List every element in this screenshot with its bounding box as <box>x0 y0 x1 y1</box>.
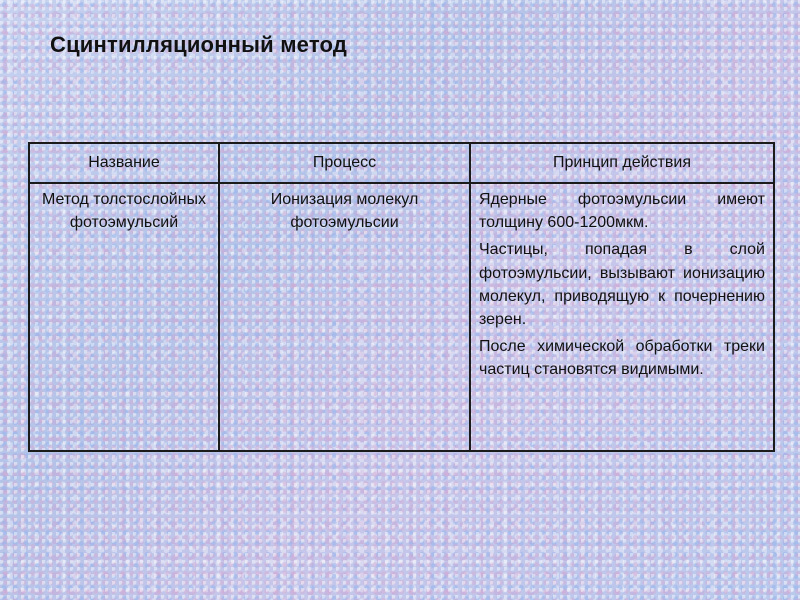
table-row <box>29 183 774 451</box>
cell-method-name: Метод толстослойных фотоэмульсий <box>29 183 219 451</box>
principle-paragraph-3: После химической обработки треки частиц становятся видимыми. <box>479 338 765 379</box>
methods-table <box>28 142 775 452</box>
slide-title: Сцинтилляционный метод <box>50 32 348 57</box>
principle-paragraph-2: Частицы, попадая в слой фотоэмульсии, вызывают ионизацию молекул, приводящую к почернению зерен. <box>479 241 765 328</box>
principle-paragraph-1: Ядерные фотоэмульсии имеют толщину 600-1200мкм. <box>479 191 765 232</box>
header-name: Название <box>29 143 219 183</box>
cell-process: Ионизация молекул фотоэмульсии <box>219 183 470 451</box>
header-principle: Принцип действия <box>470 143 774 183</box>
cell-principle <box>470 183 774 451</box>
table-header-row <box>29 143 774 183</box>
header-process: Процесс <box>219 143 470 183</box>
